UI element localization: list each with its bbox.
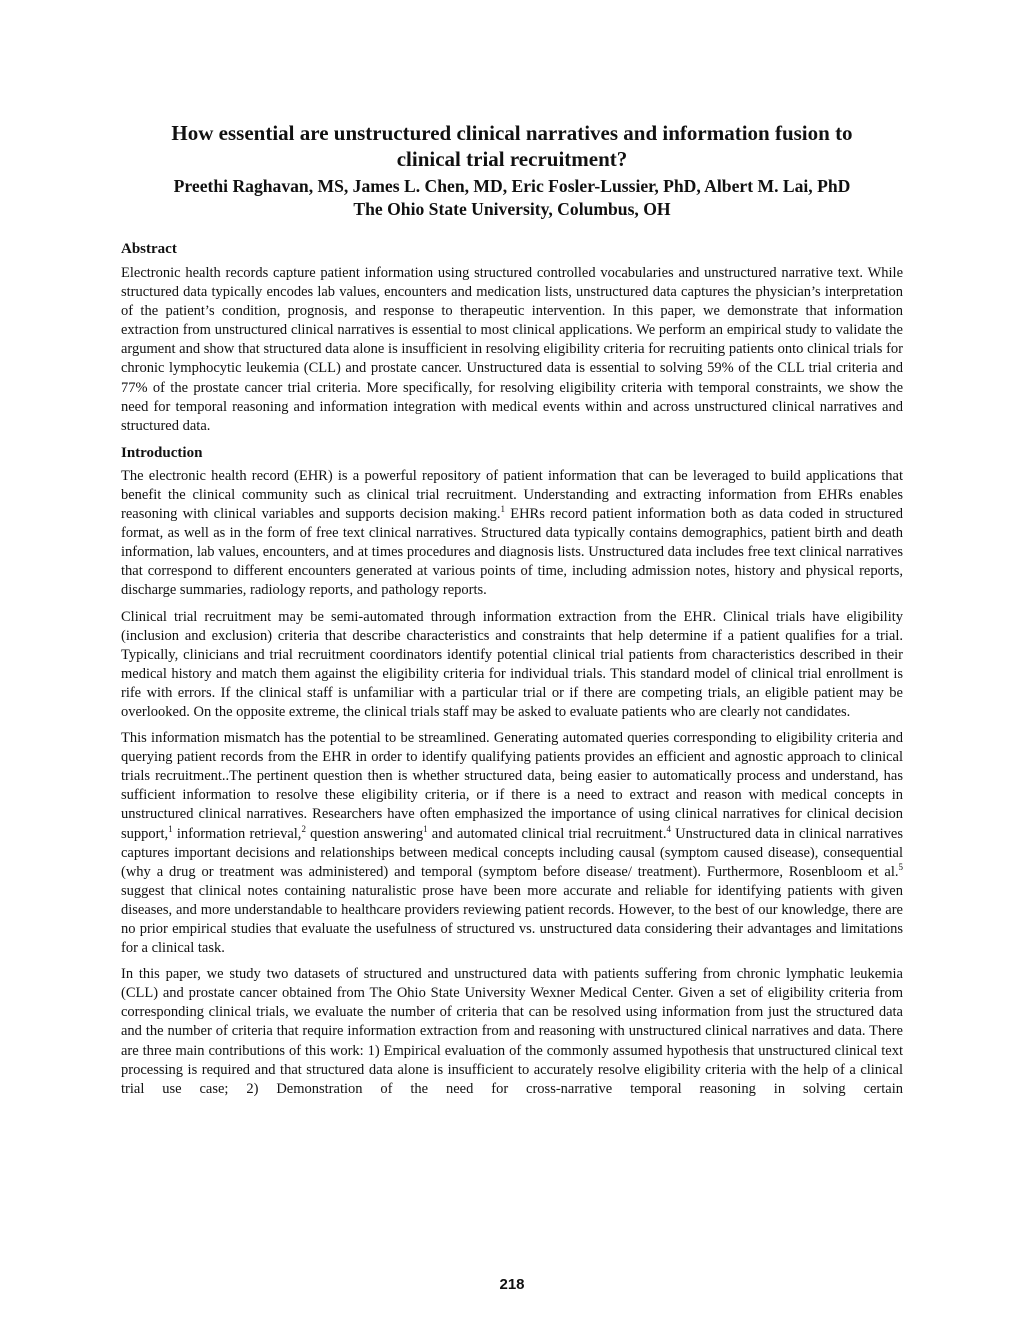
paper-body: [121, 240, 903, 1099]
text-span: EHRs record patient information both as data coded in structured format, as well as in the form of free text clinical narratives. Structured data typically contains demographics, patient birth and death information, lab values, encounters, and at times procedures and diagnosis lists. Unstructured data includes free text clinical narratives that correspond to different encounters generated at various points of time, including admission notes, history and physical reports, discharge summaries, radiology reports, and pathology reports.: [121, 506, 903, 599]
citation-ref: 5: [898, 861, 903, 872]
paper-title: [100, 120, 924, 172]
abstract-heading: Abstract: [121, 241, 177, 257]
citation-ref: 1: [423, 823, 428, 834]
text-span: question answering: [305, 825, 424, 842]
intro-paragraph-1: [121, 467, 903, 601]
text-span: This information mismatch has the potential to be streamlined. Generating automated queries corresponding to eligibility criteria and querying patient records from the EHR in order to identify qualifying patients provides an efficient and agnostic approach to clinical trials recruitment..The pertinent question then is whether structured data, being easier to automatically process and understand, has sufficient information to resolve these eligibility criteria, or if there is a need to extract and reason with medical concepts in unstructured clinical narratives. Researchers have often emphasized the importance of using clinical narratives for clinical decision support,: [121, 730, 903, 842]
title-line-2: clinical trial recruitment?: [396, 147, 628, 171]
title-line-1: How essential are unstructured clinical narratives and information fusion to: [171, 121, 853, 145]
abstract-text: Electronic health records capture patient information using structured controlled vocabularies and unstructured narrative text. While structured data typically encodes lab values, encounters and medication lists, unstructured data captures the physician’s interpretation of the patient’s condition, prognosis, and response to therapeutic intervention. In this paper, we demonstrate that information extraction from unstructured clinical narratives is essential to most clinical applications. We perform an empirical study to validate the argument and show that structured data alone is insufficient in resolving eligibility criteria for recruiting patients onto clinical trials for chronic lymphocytic leukemia (CLL) and prostate cancer. Unstructured data is essential to solving 59% of the CLL trial criteria and 77% of the prostate cancer trial criteria. More specifically, for resolving eligibility criteria with temporal constraints, we show the need for temporal reasoning and information integration with medical events within and across unstructured clinical narratives and structured data.: [121, 265, 903, 434]
intro-paragraph-2: Clinical trial recruitment may be semi-automated through information extraction from the EHR. Clinical trials have eligibility (inclusion and exclusion) criteria that describe characteristics and constraints that help determine if a patient qualifies for a trial. Typically, clinicians and trial recruitment coordinators identify potential clinical trial patients from characteristics described in their medical history and match them against the eligibility criteria for individual trials. This standard model of clinical trial enrollment is rife with errors. If the clinical staff is unfamiliar with a particular trial or if there are competing trials, an eligible patient may be overlooked. On the opposite extreme, the clinical trials staff may be asked to evaluate patients who are clearly not candidates.: [121, 608, 903, 720]
affiliation: The Ohio State University, Columbus, OH: [353, 199, 671, 219]
citation-ref: 1: [168, 823, 173, 834]
text-span: suggest that clinical notes containing naturalistic prose have been more accurate and reliable for identifying patients with given diseases, and more understandable to healthcare providers reviewing patient records. However, to the best of our knowledge, there are no prior empirical studies that evaluate the usefulness of structured vs. unstructured data considering their advantages and limitations for a clinical task.: [121, 882, 903, 957]
citation-ref: 2: [301, 823, 306, 834]
citation-ref: 4: [666, 823, 671, 834]
introduction-heading: Introduction: [121, 444, 203, 461]
page-number: 218: [499, 1276, 525, 1293]
text-span: The electronic health record (EHR) is a powerful repository of patient information that can be leveraged to build applications that benefit the clinical community such as clinical trial recruitment. Understanding and extracting information from EHRs enables reasoning with clinical variables and supports decision making.: [121, 467, 903, 523]
text-span: information retrieval,: [172, 825, 302, 842]
text-span: and automated clinical trial recruitment.: [427, 825, 667, 842]
text-span: Unstructured data in clinical narratives captures important decisions and relationships between medical concepts including causal (symptom caused disease), consequential (why a drug or treatment was administered) and temporal (symptom before disease/ treatment). Furthermore, Rosenbloom et al.: [121, 825, 903, 880]
author-list: Preethi Raghavan, MS, James L. Chen, MD, Eric Fosler-Lussier, PhD, Albert M. Lai, PhD: [173, 176, 851, 196]
intro-paragraph-3: [121, 729, 903, 958]
intro-paragraph-4: In this paper, we study two datasets of structured and unstructured data with patients suffering from chronic lymphatic leukemia (CLL) and prostate cancer obtained from The Ohio State University Wexner Medical Center. Given a set of eligibility criteria from corresponding clinical trials, we evaluate the number of criteria that can be resolved using information from just the structured data and the number of criteria that require information extraction from and reasoning with unstructured clinical narratives and data. There are three main contributions of this work: 1) Empirical evaluation of the commonly assumed hypothesis that unstructured clinical text processing is required and that structured data alone is insufficient to accurately resolve eligibility criteria with the help of a clinical trial use case; 2) Demonstration of the need for cross-narrative temporal reasoning in solving certain: [121, 966, 903, 1097]
citation-ref: 1: [500, 504, 505, 515]
